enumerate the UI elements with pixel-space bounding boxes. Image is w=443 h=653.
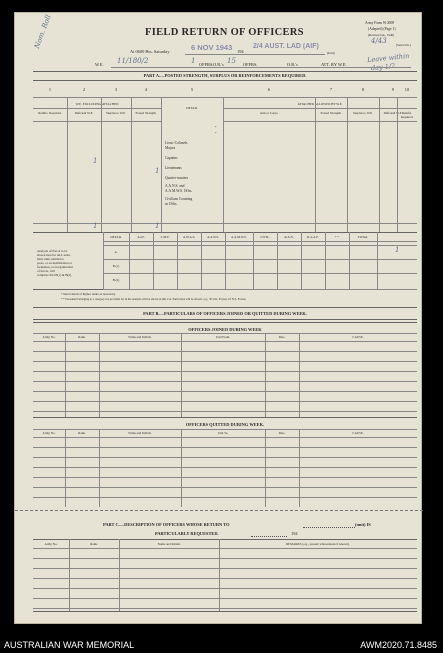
ors2-label: O.R.'s	[287, 62, 298, 67]
posted-strength-mark: 1	[155, 167, 160, 175]
form-title: FIELD RETURN OF OFFICERS	[145, 27, 304, 38]
margin-note: Nom. Roll	[33, 13, 53, 50]
rank-label: A.A.M.W.S. Offrs.	[165, 189, 193, 193]
part-a-subheader: Surplus to W.E.	[105, 111, 126, 115]
column-number: 6	[267, 87, 271, 92]
att-note-1: Leave within	[366, 51, 410, 65]
rank-label: Civilians Counting	[165, 197, 193, 201]
analysis-column-header: A.I.F.	[137, 235, 145, 239]
quitted-column-header: Rank.	[78, 431, 86, 435]
deficient-we-mark: 1	[93, 157, 98, 165]
total-posted: 1	[155, 222, 160, 230]
column-number: 2	[82, 87, 86, 92]
analysis-column-header: C.M.F.	[160, 235, 170, 239]
adapted-label: (Adapted) (Page 1)	[368, 27, 396, 31]
year-label: 194	[237, 49, 244, 54]
part-c-unit-label: (unit) IS	[355, 522, 371, 527]
analysis-note-line: of forces, will	[37, 269, 55, 273]
attached-allowed-header: ATTACHED ALLOWED BY W.E.	[297, 102, 343, 106]
date-stamp: 6 NOV 1943	[191, 43, 233, 52]
analysis-row-label: A.	[114, 250, 118, 254]
joined-column-header: Name and Initials.	[128, 335, 152, 339]
part-c-column-header: Rank.	[90, 542, 98, 546]
analysis-detail-label: DETAIL	[110, 235, 122, 239]
serial-label: (Serial No.)	[396, 43, 412, 47]
analysis-row-label: B.(2)	[112, 278, 120, 282]
column-number: 9	[391, 87, 395, 92]
column-number: 4	[144, 87, 148, 92]
joined-column-header: Rank.	[78, 335, 86, 339]
revised-label: (Revised Jan., 1940)	[368, 33, 395, 37]
rank-label: A.A.N.S. and	[165, 184, 185, 188]
we-excluding-attached-header: W.E. EXCLUDING ATTACHED	[75, 102, 119, 106]
part-a-subheader: Posted Strength.	[135, 111, 157, 115]
part-c-year: 194	[291, 531, 298, 536]
quitted-column-header: CAUSE.	[352, 431, 364, 435]
part-c-column-header: Army No.	[44, 542, 58, 546]
analysis-note-line: complete Part B(1) & B(2).	[37, 273, 72, 277]
part-a-subheader: Reinfts. Required.	[400, 111, 414, 119]
rank-label: Lieutenants	[165, 166, 182, 170]
joined-heading: OFFICERS JOINED DURING WEEK	[188, 327, 262, 332]
analysis-column-header: TOTAL	[357, 235, 369, 239]
rank-label: Lieut.-Colonels	[165, 141, 188, 145]
analysis-column-header: * *	[335, 235, 339, 239]
column-number: 5	[190, 87, 194, 92]
part-b-heading: PART B.—PARTICULARS OF OFFICERS JOINED OR QUITTED DURING WEEK.	[143, 311, 307, 316]
column-number: 1	[48, 87, 52, 92]
form-page: Nom. Roll FIELD RETURN OF OFFICERS Army Form W.3008 (Adapted) (Page 1) (Revised Jan., 1940) 4/43 (Serial No.) At 0600 Hrs. Saturday 6 NOV 1943 194 2/4 AUST. LAD (AIF) (Unit) W.E. 11/180/2 1 OFFRS. 15 O.R.'s OFFRS. O.R.'s ATT. BY W.E. Leave within day 1/2 PART A.—POSTED STRENGTH, SURPLUS OR REINFORCEMENTS REQUIRED. 1 2 3 4 5 6 7 8 9 10 W.E. EXCLUDING ATTACHED DETAIL ATTACHED ALLOWED BY W.E. Reinfts. Required. Deficient W.E. Surplus to W.E. Posted Strength. Arm or Corps. Posted Strength. Surplus to W.E. Deficient W.E. Reinfts. Required. * * Lieut.-Colonels Majors Captains Lieutenants Quarter-masters A.A.N.S. and A.A.M.W.S. Offrs. Civilians Counting as Offrs. 1 1 1 1 Analysis of Part A to be shown here for ALL units. Only units entitled to posts, or on mobilisation or formation, or reorganisation of forces, will complete Part B(1) & B(2). DETAIL A.I.F. C.M.F. A.W.A.S. A.A.N.S. A.A.M.W.S. CIVIL. R.A.N. R.A.A.F. * * TOTAL A. B.(1) B.(2) 1 * Insert detail of higher ranks as necessary. * * Personnel belonging to a category not provided for in the analysis will be shown in this Col. Particulars will be shown, e.g., 30 U.K. Forces; 10 N.Z. Forces. PART B.—PARTICULARS OF OFFICERS JOINED OR QUITTED DURING WEEK. OFFICERS JOINED DURING WEEK Army No. Rank. Name and Initials. Unit From. Date. CAUSE. OFFICERS QUITTED DURING WEEK. Army No. Rank. Name and Initials. Unit To. Date. CAUSE. PART C.—DESCRIPTION OF OFFICERS WHOSE RETURN TO (unit) IS PARTICULARLY REQUESTED. 194 Army No. Rank. Name and Initials REMARKS (e.g., present whereabouts if known).	[14, 12, 422, 624]
quitted-column-header: Army No.	[42, 431, 56, 435]
analysis-footnote-1: * Insert detail of higher ranks as necessary.	[61, 292, 116, 296]
unit-label: (Unit)	[327, 51, 335, 55]
rank-label: Quarter-masters	[165, 176, 189, 180]
analysis-note-line: shown here for ALL units.	[37, 253, 71, 257]
analysis-note-line: formation, or reorganisation	[37, 265, 73, 269]
joined-column-header: CAUSE.	[352, 335, 364, 339]
footer-left: AUSTRALIAN WAR MEMORIAL	[4, 640, 135, 650]
analysis-note-line: Only units entitled to	[37, 257, 65, 261]
analysis-column-header: A.A.M.W.S.	[231, 235, 247, 239]
att-note-2: day 1/2	[370, 61, 396, 73]
at-line: At 0600 Hrs. Saturday	[130, 49, 170, 54]
analysis-column-header: R.A.A.F.	[307, 235, 319, 239]
quitted-column-header: Date.	[278, 431, 286, 435]
total-deficient: 1	[93, 222, 98, 230]
serial-value: 4/43	[371, 37, 387, 45]
part-c-column-header: REMARKS (e.g., present whereabouts if known).	[286, 542, 350, 546]
analysis-note-line: posts, or on mobilisation or	[37, 261, 72, 265]
part-a-subheader: Deficient W.E.	[74, 111, 94, 115]
ors-value: 15	[227, 57, 236, 65]
we-value: 11/180/2	[117, 57, 149, 65]
footer-right: AWM2020.71.8485	[360, 640, 437, 650]
offrs-label: OFFRS.	[199, 62, 214, 67]
rank-label: Majors	[165, 146, 176, 150]
analysis-footnote-2: * * Personnel belonging to a category not provided for in the analysis will be shown in this Col. Particulars will be shown, e.g., 30 U.K. Forces; 10 N.Z. Forces.	[61, 297, 247, 301]
ors-label: O.R.'s	[213, 62, 224, 67]
quitted-column-header: Unit To.	[217, 431, 229, 435]
offrs-value: 1	[191, 57, 196, 65]
analysis-total-a: 1	[395, 246, 400, 254]
joined-column-header: Army No.	[42, 335, 56, 339]
unit-stamp: 2/4 AUST. LAD (AIF)	[253, 43, 319, 50]
column-number: 8	[361, 87, 365, 92]
column-number: 7	[329, 87, 333, 92]
analysis-column-header: A.A.N.S.	[207, 235, 219, 239]
att-label: ATT. BY W.E.	[321, 62, 347, 67]
part-a-subheader: Posted Strength.	[320, 111, 342, 115]
joined-column-header: Date.	[278, 335, 286, 339]
part-a-subheader: Deficient W.E.	[383, 111, 403, 115]
joined-column-header: Unit From.	[215, 335, 231, 339]
analysis-note-line: Analysis of Part A to be	[37, 249, 68, 253]
quitted-column-header: Name and Initials.	[128, 431, 152, 435]
part-a-heading: PART A.—POSTED STRENGTH, SURPLUS OR REINFORCEMENTS REQUIRED.	[143, 73, 307, 78]
part-c-column-header: Name and Initials	[157, 542, 181, 546]
rank-label: as Offrs.	[165, 202, 178, 206]
rank-label: Captains	[165, 156, 178, 160]
analysis-column-header: CIVIL.	[260, 235, 270, 239]
analysis-column-header: R.A.N.	[284, 235, 294, 239]
offrs2-label: OFFRS.	[243, 62, 258, 67]
quitted-heading: OFFICERS QUITTED DURING WEEK.	[185, 422, 265, 427]
part-c-heading: PART C.—DESCRIPTION OF OFFICERS WHOSE RETURN TO	[103, 522, 230, 527]
column-number: 3	[114, 87, 118, 92]
part-a-subheader: Surplus to W.E.	[352, 111, 373, 115]
column-number: 10	[404, 87, 410, 92]
analysis-row-label: B.(1)	[112, 264, 120, 268]
part-a-subheader: Reinfts. Required.	[38, 111, 62, 115]
analysis-column-header: A.W.A.S.	[182, 235, 196, 239]
part-c-subheading: PARTICULARLY REQUESTED.	[155, 531, 219, 536]
we-label: W.E.	[95, 62, 104, 67]
part-a-subheader: Arm or Corps.	[259, 111, 279, 115]
detail-header: DETAIL	[186, 106, 198, 110]
footer-bar	[0, 637, 443, 653]
army-form-number: Army Form W.3008	[365, 21, 395, 25]
